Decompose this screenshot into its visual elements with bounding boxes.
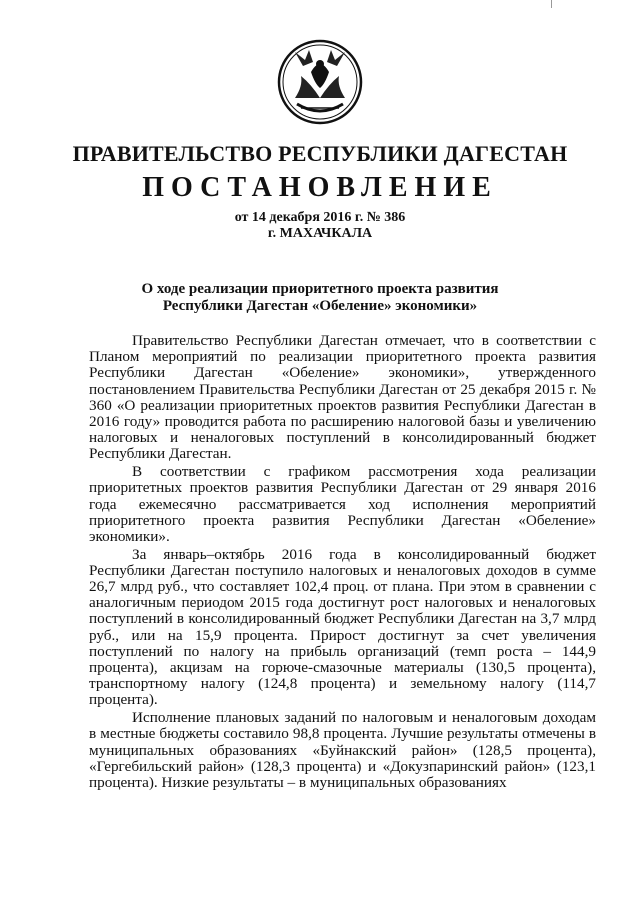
date-number-line: от 14 декабря 2016 г. № 386	[234, 210, 406, 225]
dagestan-coat-of-arms-icon	[273, 38, 367, 126]
city-line: г. МАХАЧКАЛА	[267, 226, 373, 241]
title-line-1: О ходе реализации приоритетного проекта развития	[141, 281, 499, 297]
government-heading: ПРАВИТЕЛЬСТВО РЕСПУБЛИКИ ДАГЕСТАН	[72, 141, 568, 166]
paragraph: Исполнение плановых заданий по налоговым и неналоговым доходам в местные бюджеты составило 98,8 процента. Лучшие результаты отмечены в муниципальных образованиях «Буйнакский район» (128,5 процента), «Гергебильский район» (128,3 процента) и «Докузпаринский район» (123,1 процента). Низкие результаты – в муниципальных образованиях	[89, 709, 596, 791]
title-line-2: Республики Дагестан «Обеление» экономики»	[162, 298, 478, 314]
document-body	[89, 333, 596, 793]
paragraph: В соответствии с графиком рассмотрения хода реализации приоритетных проектов развития Республики Дагестан от 29 января 2016 года ежемесячно рассматривается ход исполнения мероприятий приоритетного проекта развития Республики Дагестан «Обеление» экономики».	[89, 463, 596, 545]
scan-mark	[551, 0, 552, 8]
paragraph: За январь–октябрь 2016 года в консолидированный бюджет Республики Дагестан поступило налоговых и неналоговых доходов в сумме 26,7 млрд руб., что составляет 102,4 проц. от плана. При этом в сравнении с аналогичным периодом 2015 года достигнут рост налоговых и неналоговых поступлений в консолидированный бюджет Республики Дагестан на 3,7 млрд руб., или на 15,9 процента. Прирост достигнут за счет увеличения поступлений по налогу на прибыль организаций (темп роста – 144,9 процента), акцизам на горюче-смазочные материалы (130,5 процента), транспортному налогу (124,8 процента) и земельному налогу (114,7 процента).	[89, 545, 596, 709]
document-title	[60, 281, 580, 315]
paragraph: Правительство Республики Дагестан отмечает, что в соответствии с Планом мероприятий по реализации приоритетного проекта развития Республики Дагестан «Обеление» экономики», утвержденного постановлением Правительства Республики Дагестан от 25 декабря 2015 г. № 360 «О реализации приоритетных проектов развития Республики Дагестан в 2016 году» проводится работа по расширению налоговой базы и увеличению налоговых и неналоговых поступлений в консолидированный бюджет Республики Дагестан.	[89, 332, 596, 463]
document-type: ПОСТАНОВЛЕНИЕ	[142, 172, 498, 203]
